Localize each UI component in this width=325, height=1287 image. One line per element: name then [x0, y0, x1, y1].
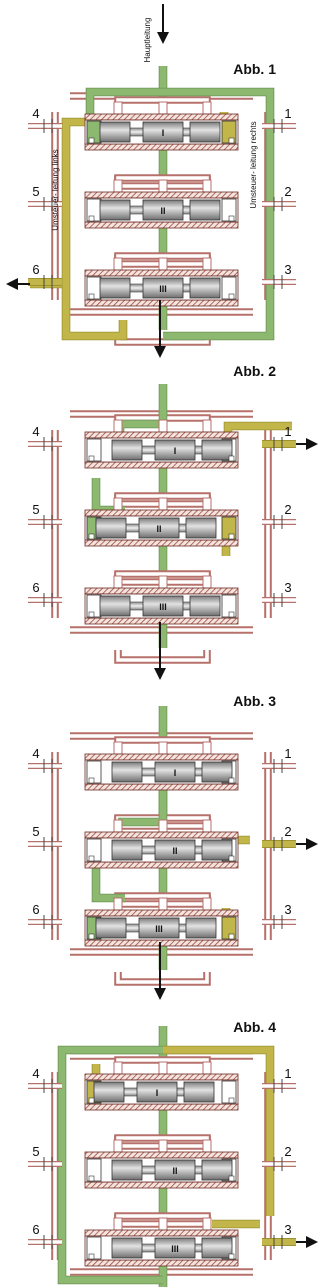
valve-body-top [85, 510, 238, 516]
valve-port-stub [203, 898, 211, 910]
piston-land [96, 918, 126, 938]
valve-body-top [85, 1152, 238, 1158]
valve-port-stub [203, 180, 211, 192]
valve-port-stub [159, 1140, 167, 1152]
port-3-label: 3 [284, 580, 292, 595]
valve-port-stub [203, 1062, 211, 1074]
figure-abb-1 [6, 4, 296, 342]
figure-abb-3 [28, 622, 318, 982]
valve-port-stub [159, 420, 167, 432]
indicator-right [229, 934, 234, 939]
port-2-label: 2 [284, 184, 292, 199]
indicator-left [89, 138, 94, 143]
umsteuerleitung-links-label: Umsteuer- leitung links [51, 149, 60, 231]
port-4-label: 4 [32, 746, 40, 761]
outlet-arrow-head [306, 1236, 318, 1248]
umsteuerleitung-rechts-label: Umsteuer- leitung rechts [249, 121, 258, 209]
valve-port-stub [114, 420, 122, 432]
valve-number-label: II [160, 206, 166, 216]
valve-II [85, 820, 238, 868]
valve-I [85, 420, 238, 468]
piston-land [112, 1160, 142, 1180]
indicator-left [89, 1254, 94, 1259]
valve-port-stub [114, 820, 122, 832]
port-6-label: 6 [32, 580, 40, 595]
valve-body-bottom [85, 618, 238, 624]
indicator-left [89, 456, 94, 461]
valve-body-bottom [85, 144, 238, 150]
indicator-left [89, 856, 94, 861]
indicator-right [229, 534, 234, 539]
valve-body-top [85, 192, 238, 198]
valve-port-stub [203, 102, 211, 114]
valve-III [85, 576, 238, 624]
flow-arrow-head [154, 346, 166, 358]
valve-II [85, 498, 238, 546]
piston-land [112, 762, 142, 782]
valve-body-top [85, 1074, 238, 1080]
valve-II [85, 180, 238, 228]
piston-land [112, 440, 142, 460]
valve-body-top [85, 1230, 238, 1236]
valve-port-stub [203, 420, 211, 432]
piston-land [100, 122, 130, 142]
valve-body-bottom [85, 862, 238, 868]
valve-III [85, 258, 238, 306]
figure-title: Abb. 2 [233, 363, 276, 379]
valve-port-stub [114, 258, 122, 270]
piston-land [100, 278, 130, 298]
valve-port-stub [114, 498, 122, 510]
indicator-right [229, 612, 234, 617]
figure-abb-4 [28, 942, 318, 1287]
port-1-label: 1 [284, 746, 292, 761]
port-1-label: 1 [284, 106, 292, 121]
piston-land [202, 762, 232, 782]
valve-port-stub [159, 742, 167, 754]
valve-number-label: III [159, 284, 167, 294]
piston-land [190, 596, 220, 616]
valve-body-bottom [85, 540, 238, 546]
piston-land [100, 200, 130, 220]
port-3-label: 3 [284, 262, 292, 277]
indicator-left [89, 294, 94, 299]
valve-port-stub [203, 576, 211, 588]
valve-body-top [85, 754, 238, 760]
piston-land [100, 596, 130, 616]
valve-port-stub [159, 1218, 167, 1230]
valve-port-stub [114, 1218, 122, 1230]
port-2-label: 2 [284, 1144, 292, 1159]
valve-body-top [85, 432, 238, 438]
valve-number-label: I [173, 768, 177, 778]
port-2-label: 2 [284, 824, 292, 839]
port-4-label: 4 [32, 424, 40, 439]
figure-title: Abb. 1 [233, 61, 276, 77]
valve-port-stub [159, 576, 167, 588]
valve-body-bottom [85, 1104, 238, 1110]
valve-port-stub [203, 1218, 211, 1230]
valve-port-stub [114, 898, 122, 910]
inlet-arrow-head [157, 32, 169, 44]
port-6-label: 6 [32, 1222, 40, 1237]
piston-land [190, 278, 220, 298]
indicator-left [89, 612, 94, 617]
indicator-right [229, 294, 234, 299]
valve-port-stub [114, 1062, 122, 1074]
valve-number-label: II [172, 1166, 178, 1176]
valve-port-stub [159, 180, 167, 192]
piston-land [112, 1238, 142, 1258]
valve-number-label: I [173, 446, 177, 456]
valve-I [85, 1062, 238, 1110]
valve-branch-bottom [118, 972, 207, 982]
piston-land [202, 840, 232, 860]
indicator-left [89, 216, 94, 221]
valve-number-label: I [155, 1088, 159, 1098]
valve-body-top [85, 114, 238, 120]
piston-land [202, 440, 232, 460]
port-4-label: 4 [32, 106, 40, 121]
piston-land [202, 1238, 232, 1258]
valve-port-stub [159, 1062, 167, 1074]
outlet-arrow-head [6, 278, 18, 290]
hauptleitung-label: Hauptleitung [143, 17, 152, 63]
valve-body-bottom [85, 300, 238, 306]
indicator-right [229, 856, 234, 861]
valve-port-stub [159, 102, 167, 114]
valve-body-bottom [85, 462, 238, 468]
indicator-left [89, 1176, 94, 1181]
valve-body-top [85, 832, 238, 838]
valve-port-stub [203, 498, 211, 510]
figure-title: Abb. 3 [233, 693, 276, 709]
indicator-right [229, 456, 234, 461]
valve-port-stub [114, 742, 122, 754]
valve-number-label: III [159, 602, 167, 612]
valve-port-stub [203, 742, 211, 754]
piston-land [96, 518, 126, 538]
valve-port-stub [114, 1140, 122, 1152]
port-5-label: 5 [32, 502, 40, 517]
figure-abb-2 [28, 300, 318, 660]
piston-land [112, 840, 142, 860]
port-5-label: 5 [32, 1144, 40, 1159]
indicator-right [229, 138, 234, 143]
port-2-label: 2 [284, 502, 292, 517]
port-6-label: 6 [32, 262, 40, 277]
piston-land [190, 200, 220, 220]
valve-branch-bottom [118, 650, 207, 660]
indicator-left [89, 778, 94, 783]
valve-II [85, 1140, 238, 1188]
piston-land [186, 518, 216, 538]
indicator-left [89, 1098, 94, 1103]
piston-land [202, 1160, 232, 1180]
valve-port-stub [114, 102, 122, 114]
valve-number-label: II [172, 846, 178, 856]
valve-port-stub [114, 576, 122, 588]
valve-number-label: III [171, 1244, 179, 1254]
valve-port-stub [203, 258, 211, 270]
valve-port-stub [114, 180, 122, 192]
port-3-label: 3 [284, 1222, 292, 1237]
figure-title: Abb. 4 [233, 1019, 276, 1035]
port-1-label: 1 [284, 1066, 292, 1081]
valve-port-stub [159, 498, 167, 510]
valve-body-bottom [85, 940, 238, 946]
figures-layer [6, 4, 318, 1287]
valve-body-bottom [85, 1260, 238, 1266]
outlet-arrow-head [306, 438, 318, 450]
valve-number-label: III [155, 924, 163, 934]
flow-arrow-head [154, 988, 166, 1000]
port-5-label: 5 [32, 824, 40, 839]
valve-number-label: I [161, 128, 165, 138]
valve-body-bottom [85, 784, 238, 790]
valve-number-label: II [156, 524, 162, 534]
indicator-right [229, 216, 234, 221]
piston-land [186, 918, 216, 938]
valve-I [85, 102, 238, 150]
outlet-arrow-head [306, 838, 318, 850]
valve-port-stub [203, 820, 211, 832]
valve-port-stub [203, 1140, 211, 1152]
port-5-label: 5 [32, 184, 40, 199]
port-1-label: 1 [284, 424, 292, 439]
indicator-right [229, 1254, 234, 1259]
indicator-left [89, 534, 94, 539]
port-6-label: 6 [32, 902, 40, 917]
valve-body-top [85, 270, 238, 276]
valve-body-bottom [85, 222, 238, 228]
flow-arrow-head [154, 668, 166, 680]
valve-body-top [85, 588, 238, 594]
indicator-right [229, 1098, 234, 1103]
valve-III [85, 898, 238, 946]
valve-body-bottom [85, 1182, 238, 1188]
port-3-label: 3 [284, 902, 292, 917]
valve-I [85, 742, 238, 790]
piston-land [190, 122, 220, 142]
indicator-left [89, 934, 94, 939]
indicator-right [229, 1176, 234, 1181]
valve-port-stub [159, 820, 167, 832]
indicator-right [229, 778, 234, 783]
piston-land [94, 1082, 124, 1102]
valve-body-top [85, 910, 238, 916]
valve-port-stub [159, 898, 167, 910]
valve-port-stub [159, 258, 167, 270]
piston-land [184, 1082, 214, 1102]
port-4-label: 4 [32, 1066, 40, 1081]
